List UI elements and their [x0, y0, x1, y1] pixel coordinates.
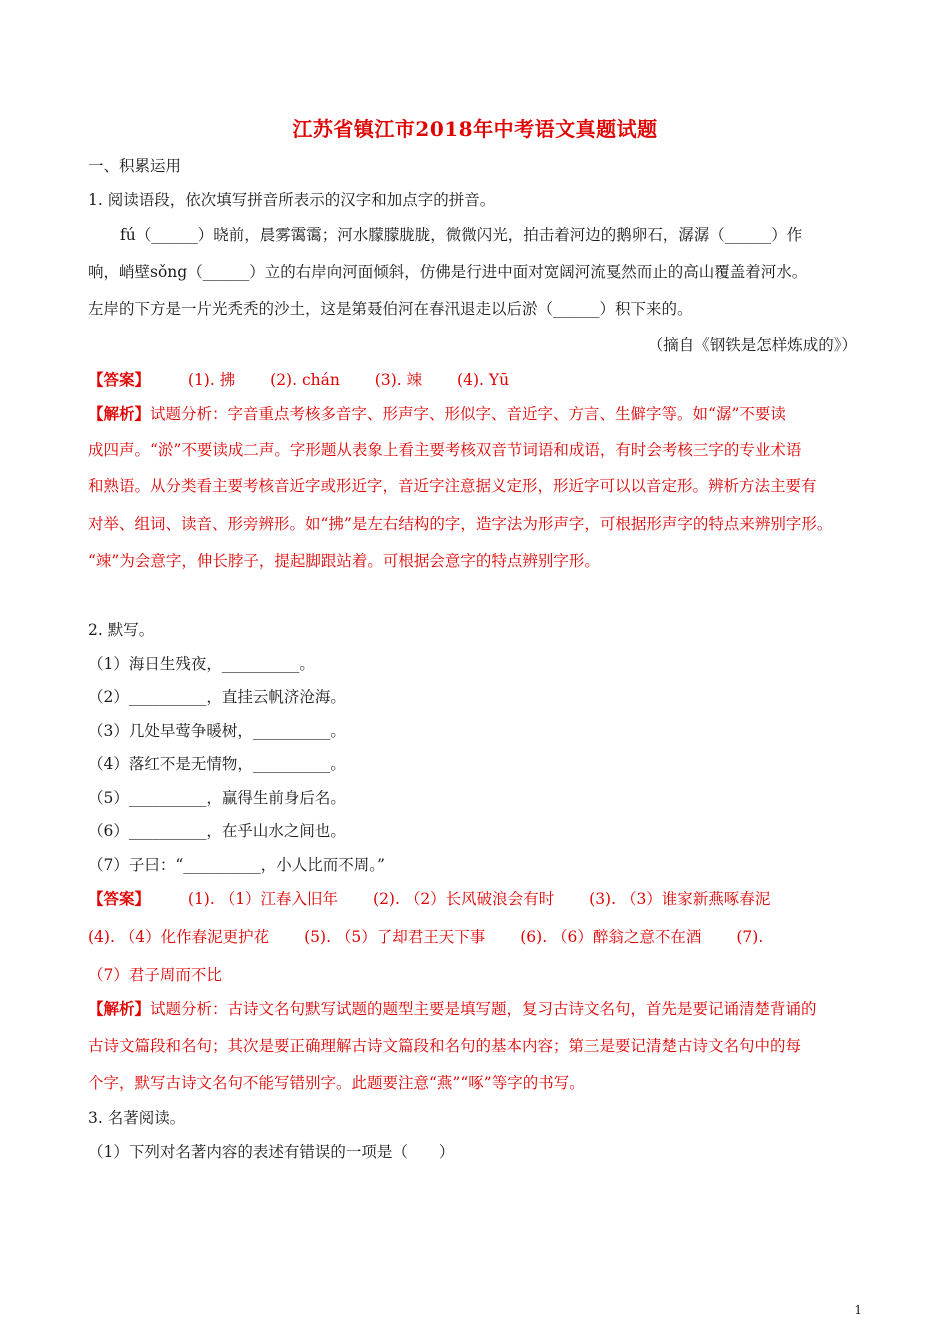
question-2-stem: 2. 默写。 — [88, 621, 155, 639]
section-heading: 一、积累运用 — [88, 157, 182, 175]
question-3-stem: 3. 名著阅读。 — [88, 1109, 186, 1127]
question-1-paragraph-line: 左岸的下方是一片光秃秃的沙土，这是第聂伯河在春汛退走以后淤（______）积下来的。 — [88, 300, 693, 318]
analysis-tag: 【解析】 — [88, 999, 151, 1018]
dictation-item: （7）子曰：“__________，小人比而不周。” — [88, 856, 385, 874]
question-1-stem: 1. 阅读语段，依次填写拼音所表示的汉字和加点字的拼音。 — [88, 191, 496, 209]
answer-item: (7). — [736, 928, 764, 946]
question-1-source: （摘自《钢铁是怎样炼成的》） — [647, 336, 857, 354]
question-2-analysis — [88, 997, 817, 1019]
answer-item: (2). chán — [270, 371, 340, 389]
answer-item: (1). （1）江春入旧年 — [187, 890, 339, 908]
page-number: 1 — [854, 1303, 862, 1317]
analysis-text: 试题分析：字音重点考核多音字、形声字、形似字、音近字、方言、生僻字等。如“潺”不要读 — [150, 405, 786, 423]
answer-item: (1). 拂 — [187, 371, 236, 389]
answer-tag: 【答案】 — [88, 370, 151, 389]
dictation-item: （2）__________，直挂云帆济沧海。 — [88, 688, 346, 706]
page-title: 江苏省镇江市2018年中考语文真题试题 — [292, 117, 658, 141]
dictation-item: （6）__________，在乎山水之间也。 — [88, 822, 346, 840]
answer-item: (4). （4）化作春泥更护花 — [88, 928, 270, 946]
analysis-text: 成四声。“淤”不要读成二声。字形题从表象上看主要考核双音节词语和成语，有时会考核三字的专业术语 — [88, 441, 802, 459]
analysis-tag: 【解析】 — [88, 404, 151, 423]
answer-item: (5). （5）了却君王天下事 — [304, 928, 486, 946]
answer-item: (6). （6）醉翁之意不在酒 — [520, 928, 702, 946]
dictation-item: （4）落红不是无情物，__________。 — [88, 755, 346, 773]
question-1-paragraph-line: 响，峭壁sǒng（______）立的右岸向河面倾斜，仿佛是行进中面对宽阔河流戛然而止的高山覆盖着河水。 — [88, 263, 808, 281]
answer-tag: 【答案】 — [88, 889, 151, 908]
analysis-text: 试题分析：古诗文名句默写试题的题型主要是填写题，复习古诗文名句，首先是要记诵清楚背诵的 — [150, 1000, 817, 1018]
question-1-paragraph-line: fú（______）晓前，晨雾霭霭；河水朦朦胧胧，微微闪光，拍击着河边的鹅卵石，潺潺（______）作 — [120, 226, 803, 244]
analysis-text: 古诗文篇段和名句；其次是要正确理解古诗文篇段和名句的基本内容；第三是要记清楚古诗文名句中的每 — [88, 1037, 802, 1055]
answer-item: (4). Yū — [457, 371, 510, 389]
dictation-item: （1）海日生残夜，__________。 — [88, 655, 315, 673]
analysis-text: 和熟语。从分类看主要考核音近字或形近字，音近字注意据义定形，形近字可以以音定形。辨析方法主要有 — [88, 477, 817, 495]
answer-item: (3). 竦 — [374, 371, 423, 389]
question-2-answer — [88, 887, 800, 909]
analysis-text: 对举、组词、读音、形旁辨形。如“拂”是左右结构的字，造字法为形声字，可根据形声字的特点来辨别字形。 — [88, 515, 833, 533]
analysis-text: “竦”为会意字，伸长脖子，提起脚跟站着。可根据会意字的特点辨别字形。 — [88, 552, 600, 570]
question-1-analysis — [88, 402, 786, 424]
answer-item: (3). （3）谁家新燕啄春泥 — [589, 890, 771, 908]
question-2-answer-line — [88, 925, 763, 947]
answer-item: (2). （2）长风破浪会有时 — [373, 890, 555, 908]
dictation-item: （5）__________，赢得生前身后名。 — [88, 789, 346, 807]
question-3-sub-1: （1）下列对名著内容的表述有错误的一项是（ ） — [88, 1143, 455, 1161]
answer-item: （7）君子周而不比 — [88, 966, 222, 984]
analysis-text: 个字，默写古诗文名句不能写错别字。此题要注意“燕”“啄”等字的书写。 — [88, 1074, 585, 1092]
dictation-item: （3）几处早莺争暖树，__________。 — [88, 722, 346, 740]
question-1-answer — [88, 368, 539, 390]
